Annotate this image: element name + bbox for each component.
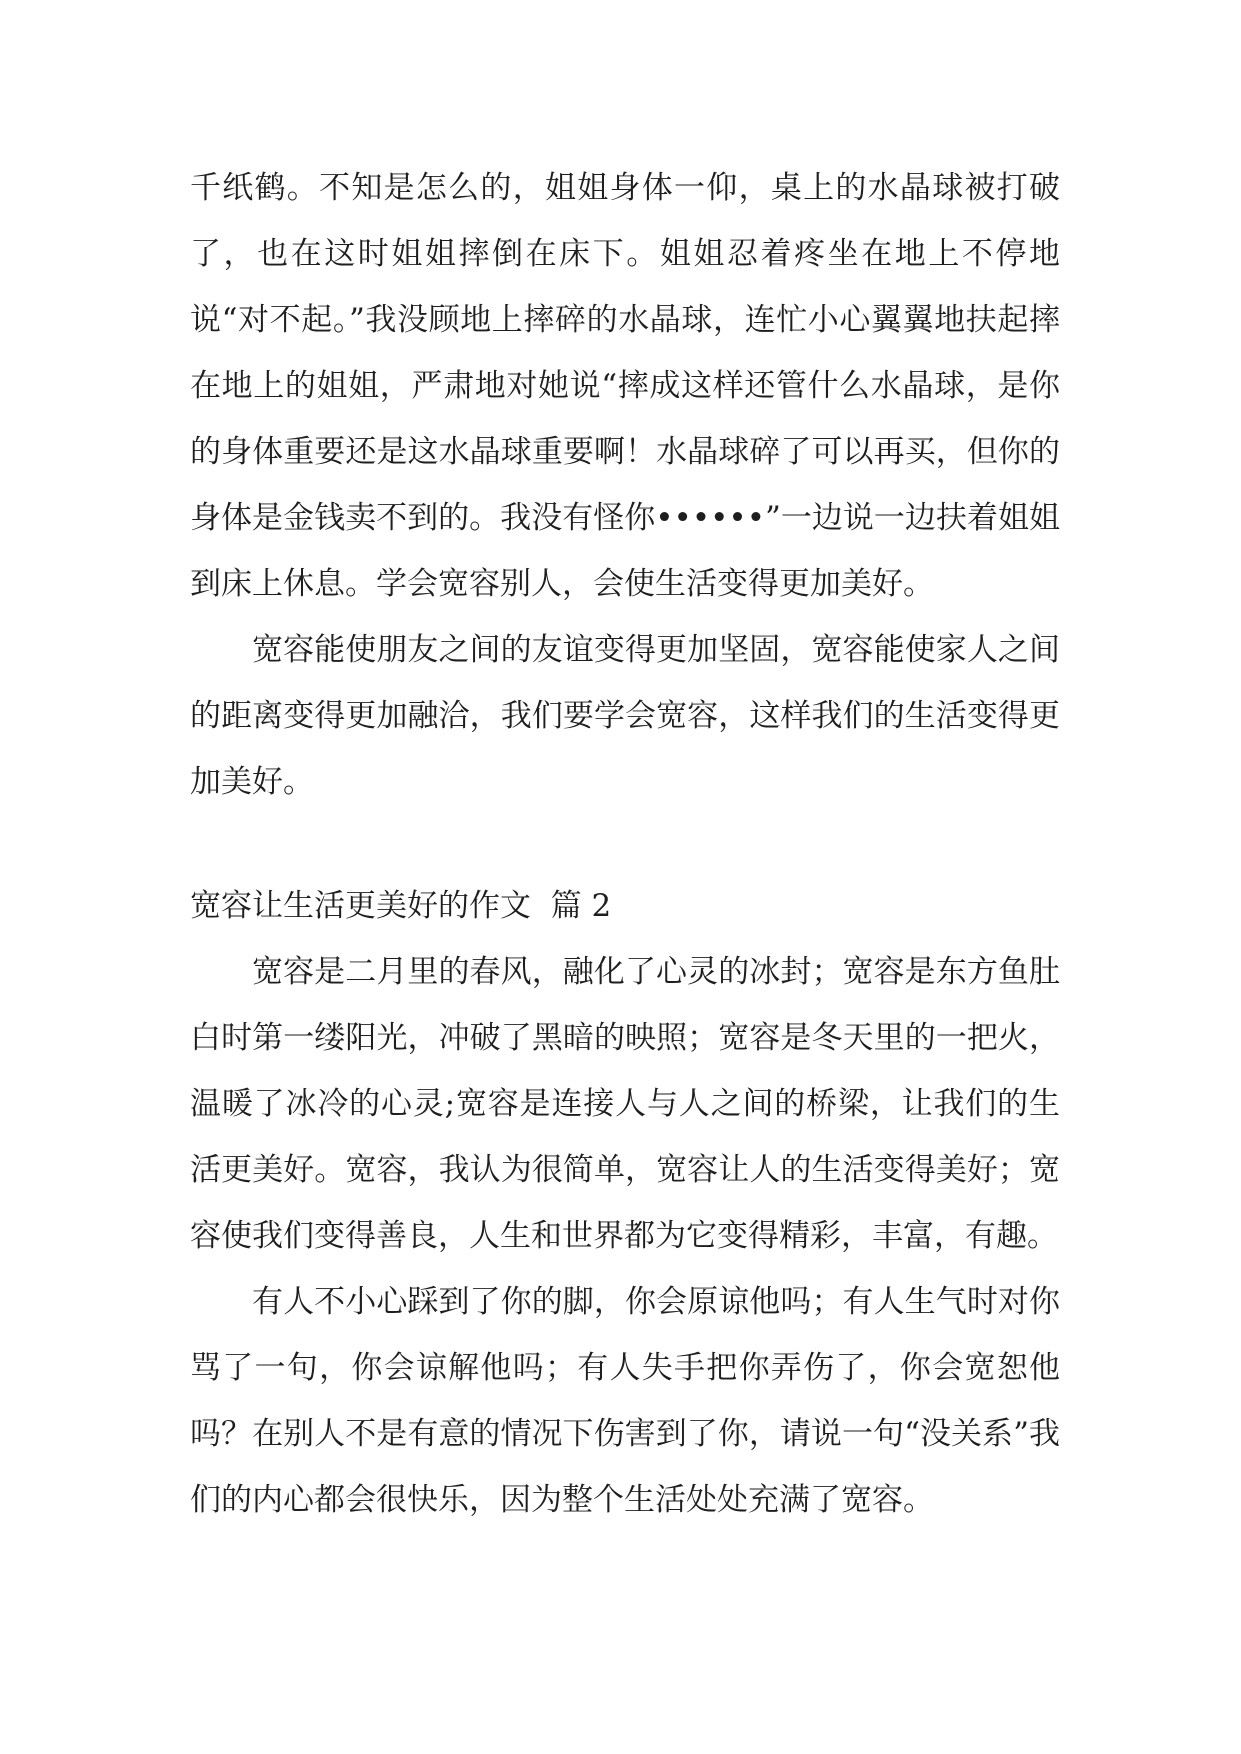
section-heading: 宽容让生活更美好的作文 篇 2 [190,888,612,924]
paragraph-examples: 有人不小心踩到了你的脚，你会原谅他吗；有人生气时对你骂了一句，你会谅解他吗；有人失手把你弄伤了，你会宽恕他吗？在别人不是有意的情况下伤害到了你，请说一句“没关系”我们的内心都会很快乐，因为整个生活处处充满了宽容。 [190,1284,1060,1518]
document-page [190,155,1060,1533]
paragraph-intro: 宽容是二月里的春风，融化了心灵的冰封；宽容是东方鱼肚白时第一缕阳光，冲破了黑暗的映照；宽容是冬天里的一把火，温暖了冰冷的心灵;宽容是连接人与人之间的桥梁，让我们的生活更美好。宽容，我认为很简单，宽容让人的生活变得美好；宽容使我们变得善良，人生和世界都为它变得精彩，丰富，有趣。 [190,954,1060,1254]
paragraph-conclusion: 宽容能使朋友之间的友谊变得更加坚固，宽容能使家人之间的距离变得更加融洽，我们要学会宽容，这样我们的生活变得更加美好。 [190,632,1060,800]
paragraph-continued: 千纸鹤。不知是怎么的，姐姐身体一仰，桌上的水晶球被打破了，也在这时姐姐摔倒在床下。姐姐忍着疼坐在地上不停地说“对不起。”我没顾地上摔碎的水晶球，连忙小心翼翼地扶起摔在地上的姐姐，严肃地对她说“摔成这样还管什么水晶球，是你的身体重要还是这水晶球重要啊！水晶球碎了可以再买，但你的身体是金钱卖不到的。我没有怪你••••••”一边说一边扶着姐姐到床上休息。学会宽容别人，会使生活变得更加美好。 [190,170,1060,602]
